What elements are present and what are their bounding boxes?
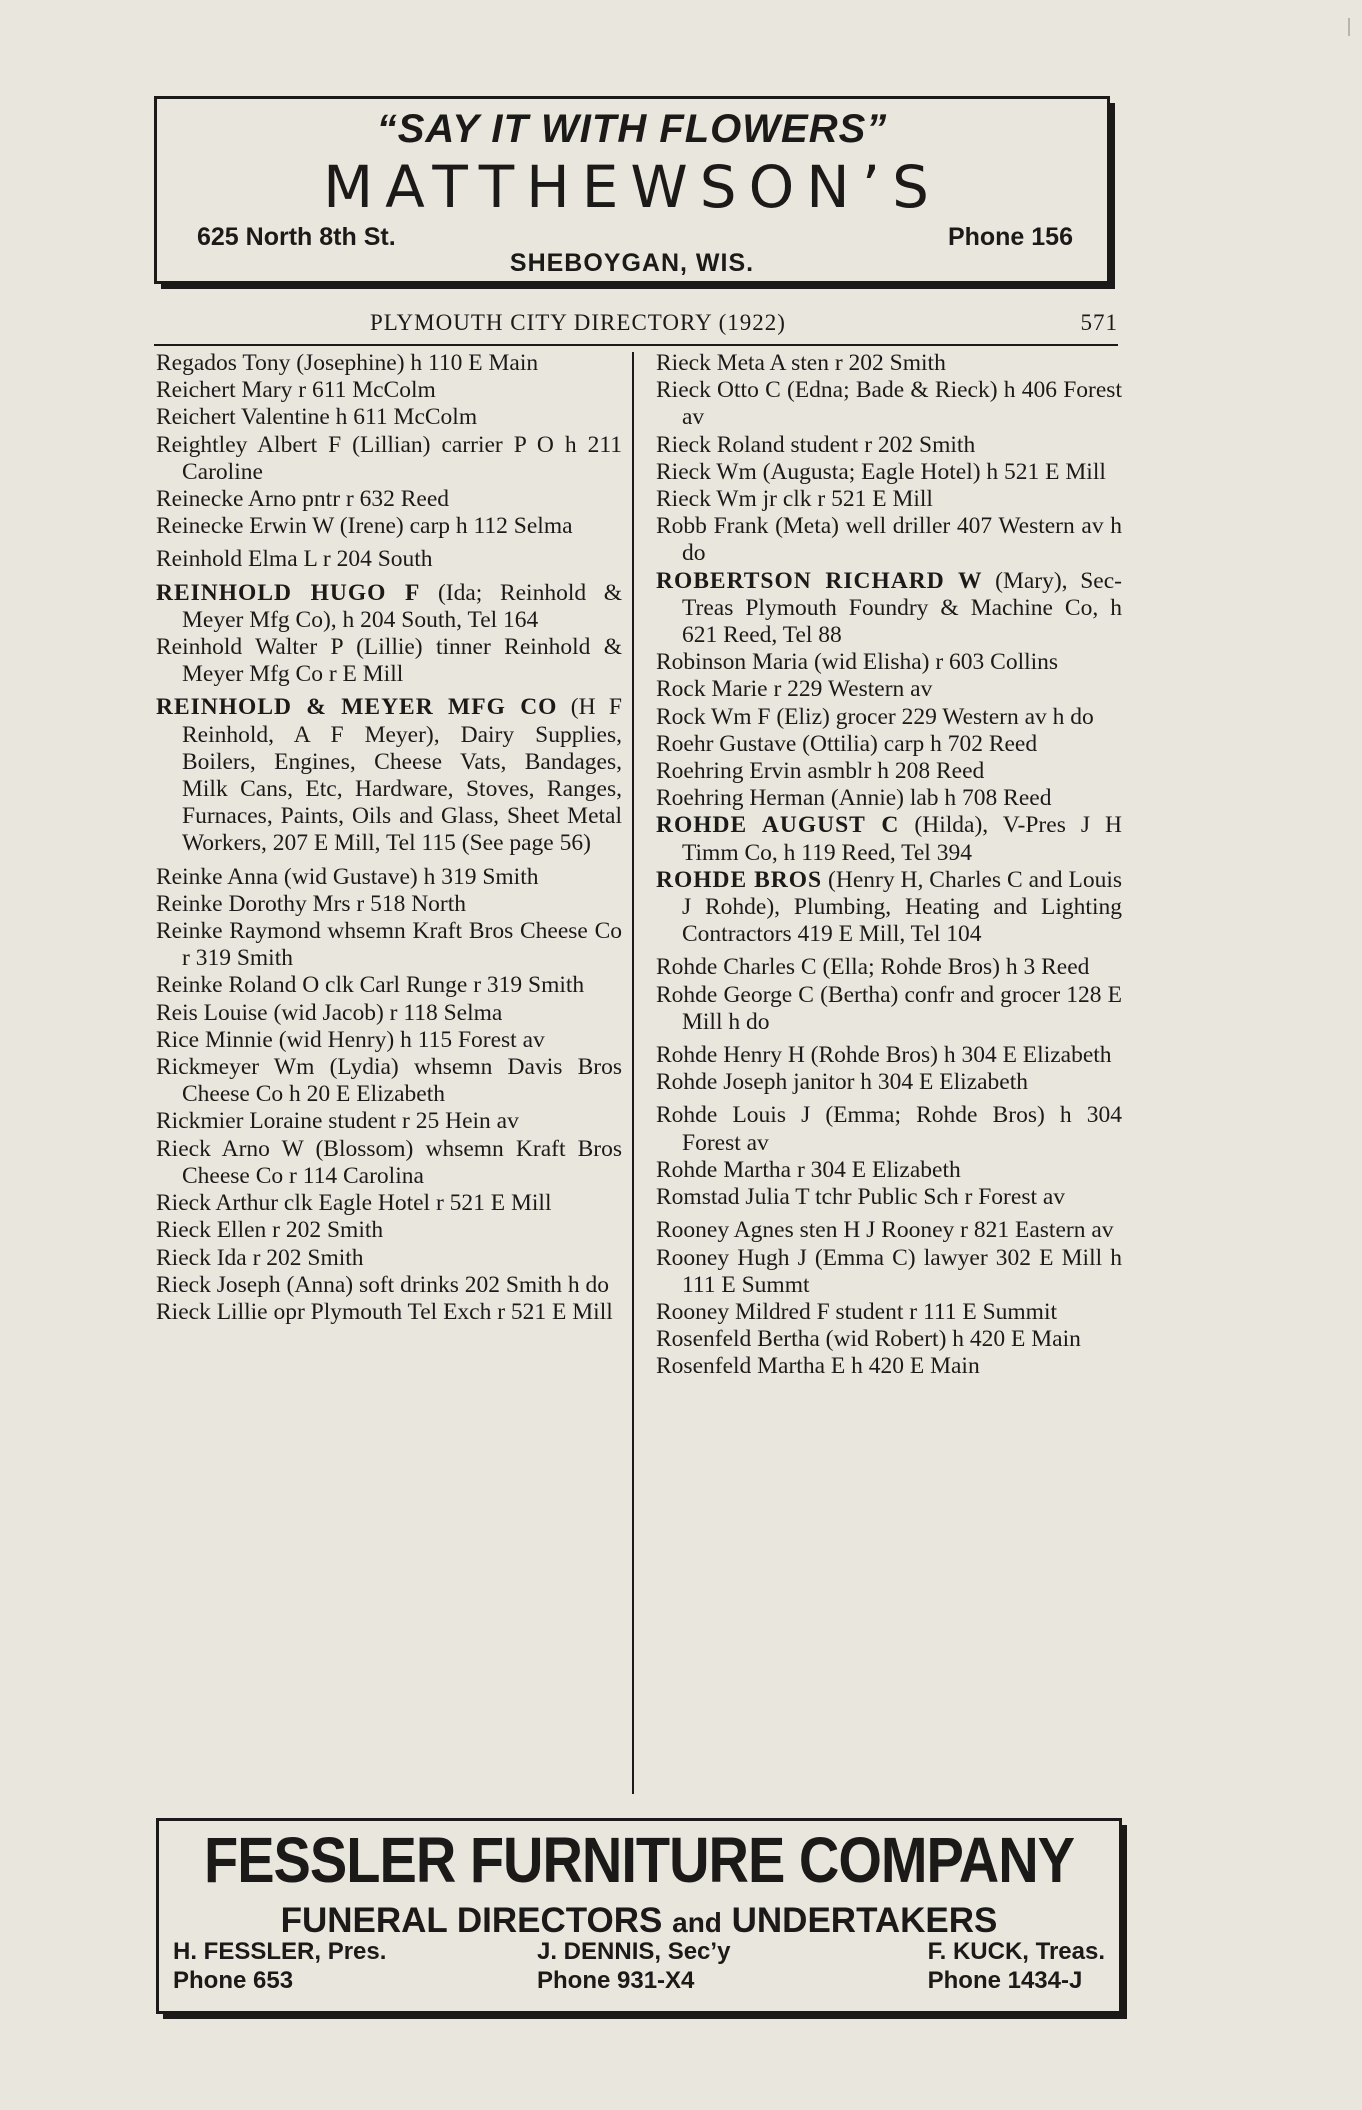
entry-text: Reinhold Walter P (Lillie) tinner Reinhold & Meyer Mfg Co r E Mill <box>156 634 622 688</box>
entry-text: Rickmier Loraine student r 25 Hein av <box>156 1108 519 1135</box>
directory-entry <box>656 1353 1122 1380</box>
directory-entry <box>656 731 1122 758</box>
entry-text: Rieck Wm (Augusta; Eagle Hotel) h 521 E Mill <box>656 458 1106 485</box>
ad-tagline <box>159 1901 1119 1941</box>
directory-entry <box>656 812 1122 866</box>
entry-text: Reinhold Elma L r 204 South <box>156 546 433 573</box>
entry-text: Romstad Julia T tchr Public Sch r Forest av <box>656 1184 1066 1211</box>
directory-entry <box>656 1184 1122 1211</box>
entry-text: Rosenfeld Bertha (wid Robert) h 420 E Main <box>656 1326 1081 1353</box>
officer-phone: Phone 1434-J <box>927 1967 1083 1994</box>
directory-entry <box>656 568 1122 650</box>
officer-phone: Phone 931-X4 <box>537 1967 695 1994</box>
entry-text: (H F Reinhold, A F Meyer), Dairy Supplies, Boilers, Engines, Cheese Vats, Bandages, Milk Cans, Etc, Hardware, Stoves, Ranges, Furnaces, Paints, Oils and Glass, Sheet Metal Workers, 207 E Mill, Tel 115 (See page 56) <box>182 694 623 857</box>
directory-entry <box>156 350 622 377</box>
directory-entry <box>656 432 1122 459</box>
entry-text: Reinke Dorothy Mrs r 518 North <box>156 890 467 917</box>
entry-text: Rooney Hugh J (Emma C) lawyer 302 E Mill h 111 E Summt <box>656 1244 1122 1298</box>
entry-text: (Ida; Reinhold & Meyer Mfg Co), h 204 South, Tel 164 <box>182 579 622 633</box>
left-column <box>156 350 622 1326</box>
directory-entry <box>156 580 622 634</box>
entry-text: Reinke Raymond whsemn Kraft Bros Cheese Co r 319 Smith <box>156 918 622 972</box>
officer-president <box>173 1937 386 1995</box>
directory-entry <box>156 1054 622 1108</box>
column-divider <box>632 352 634 1794</box>
entry-text: Rohde George C (Bertha) confr and grocer 128 E Mill h do <box>656 981 1122 1035</box>
ad-address: 625 North 8th St. <box>197 223 396 251</box>
directory-entry <box>156 377 622 404</box>
entry-text: Roehring Ervin asmblr h 208 Reed <box>656 758 985 785</box>
entry-text: Rieck Arthur clk Eagle Hotel r 521 E Mill <box>156 1190 552 1217</box>
directory-entry <box>156 1108 622 1135</box>
ad-tagline-part2: UNDERTAKERS <box>721 1901 998 1940</box>
entry-text: Rooney Mildred F student r 111 E Summit <box>656 1298 1058 1325</box>
ad-phone: Phone 156 <box>947 223 1073 251</box>
officer-secretary <box>537 1937 730 1995</box>
directory-entry <box>656 377 1122 431</box>
entry-text: Robinson Maria (wid Elisha) r 603 Collins <box>656 649 1059 676</box>
entry-text: Rohde Henry H (Rohde Bros) h 304 E Elizabeth <box>656 1042 1112 1069</box>
ad-tagline-and: and <box>672 1907 722 1938</box>
page-edge-mark <box>1348 18 1350 36</box>
entry-text: Reinke Anna (wid Gustave) h 319 Smith <box>156 863 539 890</box>
directory-entry <box>656 982 1122 1036</box>
entry-text: Rieck Arno W (Blossom) whsemn Kraft Bros Cheese Co r 114 Carolina <box>156 1135 622 1189</box>
entry-text: Rieck Ida r 202 Smith <box>156 1244 364 1271</box>
officer-name: F. KUCK, Treas. <box>927 1938 1105 1965</box>
directory-entry <box>656 486 1122 513</box>
directory-entry <box>156 864 622 891</box>
entry-text: Roehr Gustave (Ottilia) carp h 702 Reed <box>656 730 1038 757</box>
directory-entry <box>656 1299 1122 1326</box>
directory-entry <box>656 758 1122 785</box>
entry-text: Rickmeyer Wm (Lydia) whsemn Davis Bros Cheese Co h 20 E Elizabeth <box>156 1054 622 1108</box>
directory-entry <box>156 546 622 573</box>
entry-bold-name: ROBERTSON RICHARD W <box>656 567 983 594</box>
entry-text: Rohde Charles C (Ella; Rohde Bros) h 3 Reed <box>656 954 1090 981</box>
entry-text: Rieck Meta A sten r 202 Smith <box>656 350 946 376</box>
directory-entry <box>656 1157 1122 1184</box>
entry-text: Rosenfeld Martha E h 420 E Main <box>656 1353 980 1380</box>
entry-text: (Hilda), V-Pres J H Timm Co, h 119 Reed, Tel 394 <box>682 812 1122 866</box>
entry-text: Rieck Joseph (Anna) soft drinks 202 Smith h do <box>156 1271 609 1298</box>
directory-title: PLYMOUTH CITY DIRECTORY (1922) <box>370 310 786 335</box>
entry-text: Roehring Herman (Annie) lab h 708 Reed <box>656 785 1052 812</box>
ad-business-name: MATTHEWSON’S <box>323 153 941 221</box>
directory-entry <box>156 1136 622 1190</box>
right-column <box>656 350 1122 1381</box>
directory-entry <box>156 694 622 857</box>
directory-entry <box>656 350 1122 377</box>
directory-entry <box>156 634 622 688</box>
entry-text: Rice Minnie (wid Henry) h 115 Forest av <box>156 1026 545 1053</box>
directory-entry <box>656 1245 1122 1299</box>
entry-text: Reis Louise (wid Jacob) r 118 Selma <box>156 999 503 1026</box>
ad-tagline-part1: FUNERAL DIRECTORS <box>280 1901 673 1940</box>
directory-entry <box>656 954 1122 981</box>
entry-text: (Mary), Sec-Treas Plymouth Foundry & Machine Co, h 621 Reed, Tel 88 <box>682 567 1122 649</box>
ad-city: SHEBOYGAN, WIS. <box>509 249 755 277</box>
entry-text: Regados Tony (Josephine) h 110 E Main <box>156 350 539 376</box>
entry-text: Rieck Wm jr clk r 521 E Mill <box>656 486 933 513</box>
entry-text: Reinecke Erwin W (Irene) carp h 112 Selma <box>156 513 573 540</box>
entry-bold-name: REINHOLD HUGO F <box>156 579 421 606</box>
directory-entry <box>656 1326 1122 1353</box>
directory-entry <box>156 486 622 513</box>
directory-entry <box>156 1027 622 1054</box>
directory-entry <box>656 459 1122 486</box>
ad-slogan: “SAY IT WITH FLOWERS” <box>376 107 888 151</box>
directory-entry <box>156 432 622 486</box>
entry-text: Rohde Louis J (Emma; Rohde Bros) h 304 Forest av <box>656 1102 1122 1156</box>
officer-treasurer <box>928 1937 1105 1995</box>
directory-entry <box>156 1000 622 1027</box>
entry-text: Robb Frank (Meta) well driller 407 Western av h do <box>656 513 1122 567</box>
fessler-advertisement <box>156 1818 1122 2014</box>
directory-entry <box>156 1272 622 1299</box>
ad-company-name: FESSLER FURNITURE COMPANY <box>204 1823 1074 1896</box>
directory-entry <box>656 649 1122 676</box>
entry-text: Rieck Lillie opr Plymouth Tel Exch r 521 E Mill <box>156 1298 613 1325</box>
entry-text: Reinecke Arno pntr r 632 Reed <box>156 486 450 513</box>
entry-text: Rieck Ellen r 202 Smith <box>156 1217 384 1244</box>
directory-entry <box>156 891 622 918</box>
page-number: 571 <box>1080 310 1118 335</box>
directory-entry <box>156 404 622 431</box>
entry-text: (Henry H, Charles C and Louis J Rohde), Plumbing, Heating and Lighting Contractors 419 E Mill, Tel 104 <box>682 866 1122 948</box>
directory-entry <box>656 867 1122 949</box>
entry-text: Rieck Roland student r 202 Smith <box>656 431 976 458</box>
directory-entry <box>156 513 622 540</box>
directory-entry <box>156 918 622 972</box>
directory-entry <box>656 1042 1122 1069</box>
directory-entry <box>656 1069 1122 1096</box>
entry-text: Reinke Roland O clk Carl Runge r 319 Smith <box>156 972 585 999</box>
entry-text: Rock Marie r 229 Western av <box>656 676 933 703</box>
entry-text: Rohde Martha r 304 E Elizabeth <box>656 1156 961 1183</box>
directory-entry <box>656 785 1122 812</box>
directory-entry <box>156 1217 622 1244</box>
entry-bold-name: ROHDE BROS <box>656 866 823 893</box>
entry-bold-name: ROHDE AUGUST C <box>656 812 900 839</box>
entry-text: Rooney Agnes sten H J Rooney r 821 Eastern av <box>656 1217 1114 1244</box>
matthewsons-advertisement <box>154 96 1110 284</box>
entry-text: Reichert Valentine h 611 McColm <box>156 404 478 431</box>
entry-text: Rohde Joseph janitor h 304 E Elizabeth <box>656 1069 1029 1096</box>
directory-entry <box>656 704 1122 731</box>
entry-text: Reightley Albert F (Lillian) carrier P O h 211 Caroline <box>156 431 622 485</box>
directory-entry <box>656 1102 1122 1156</box>
directory-entry <box>656 1217 1122 1244</box>
directory-entry <box>156 972 622 999</box>
directory-entry <box>156 1190 622 1217</box>
entry-text: Rock Wm F (Eliz) grocer 229 Western av h do <box>656 703 1094 730</box>
directory-entry <box>656 513 1122 567</box>
officer-name: H. FESSLER, Pres. <box>173 1938 387 1965</box>
entry-text: Reichert Mary r 611 McColm <box>156 377 436 404</box>
directory-entry <box>656 676 1122 703</box>
directory-entry <box>156 1299 622 1326</box>
entry-bold-name: REINHOLD & MEYER MFG CO <box>156 694 558 721</box>
officer-phone: Phone 653 <box>173 1967 294 1994</box>
directory-entry <box>156 1245 622 1272</box>
running-header <box>154 304 1118 346</box>
entry-text: Rieck Otto C (Edna; Bade & Rieck) h 406 Forest av <box>656 377 1122 431</box>
officer-name: J. DENNIS, Sec’y <box>537 1938 731 1965</box>
